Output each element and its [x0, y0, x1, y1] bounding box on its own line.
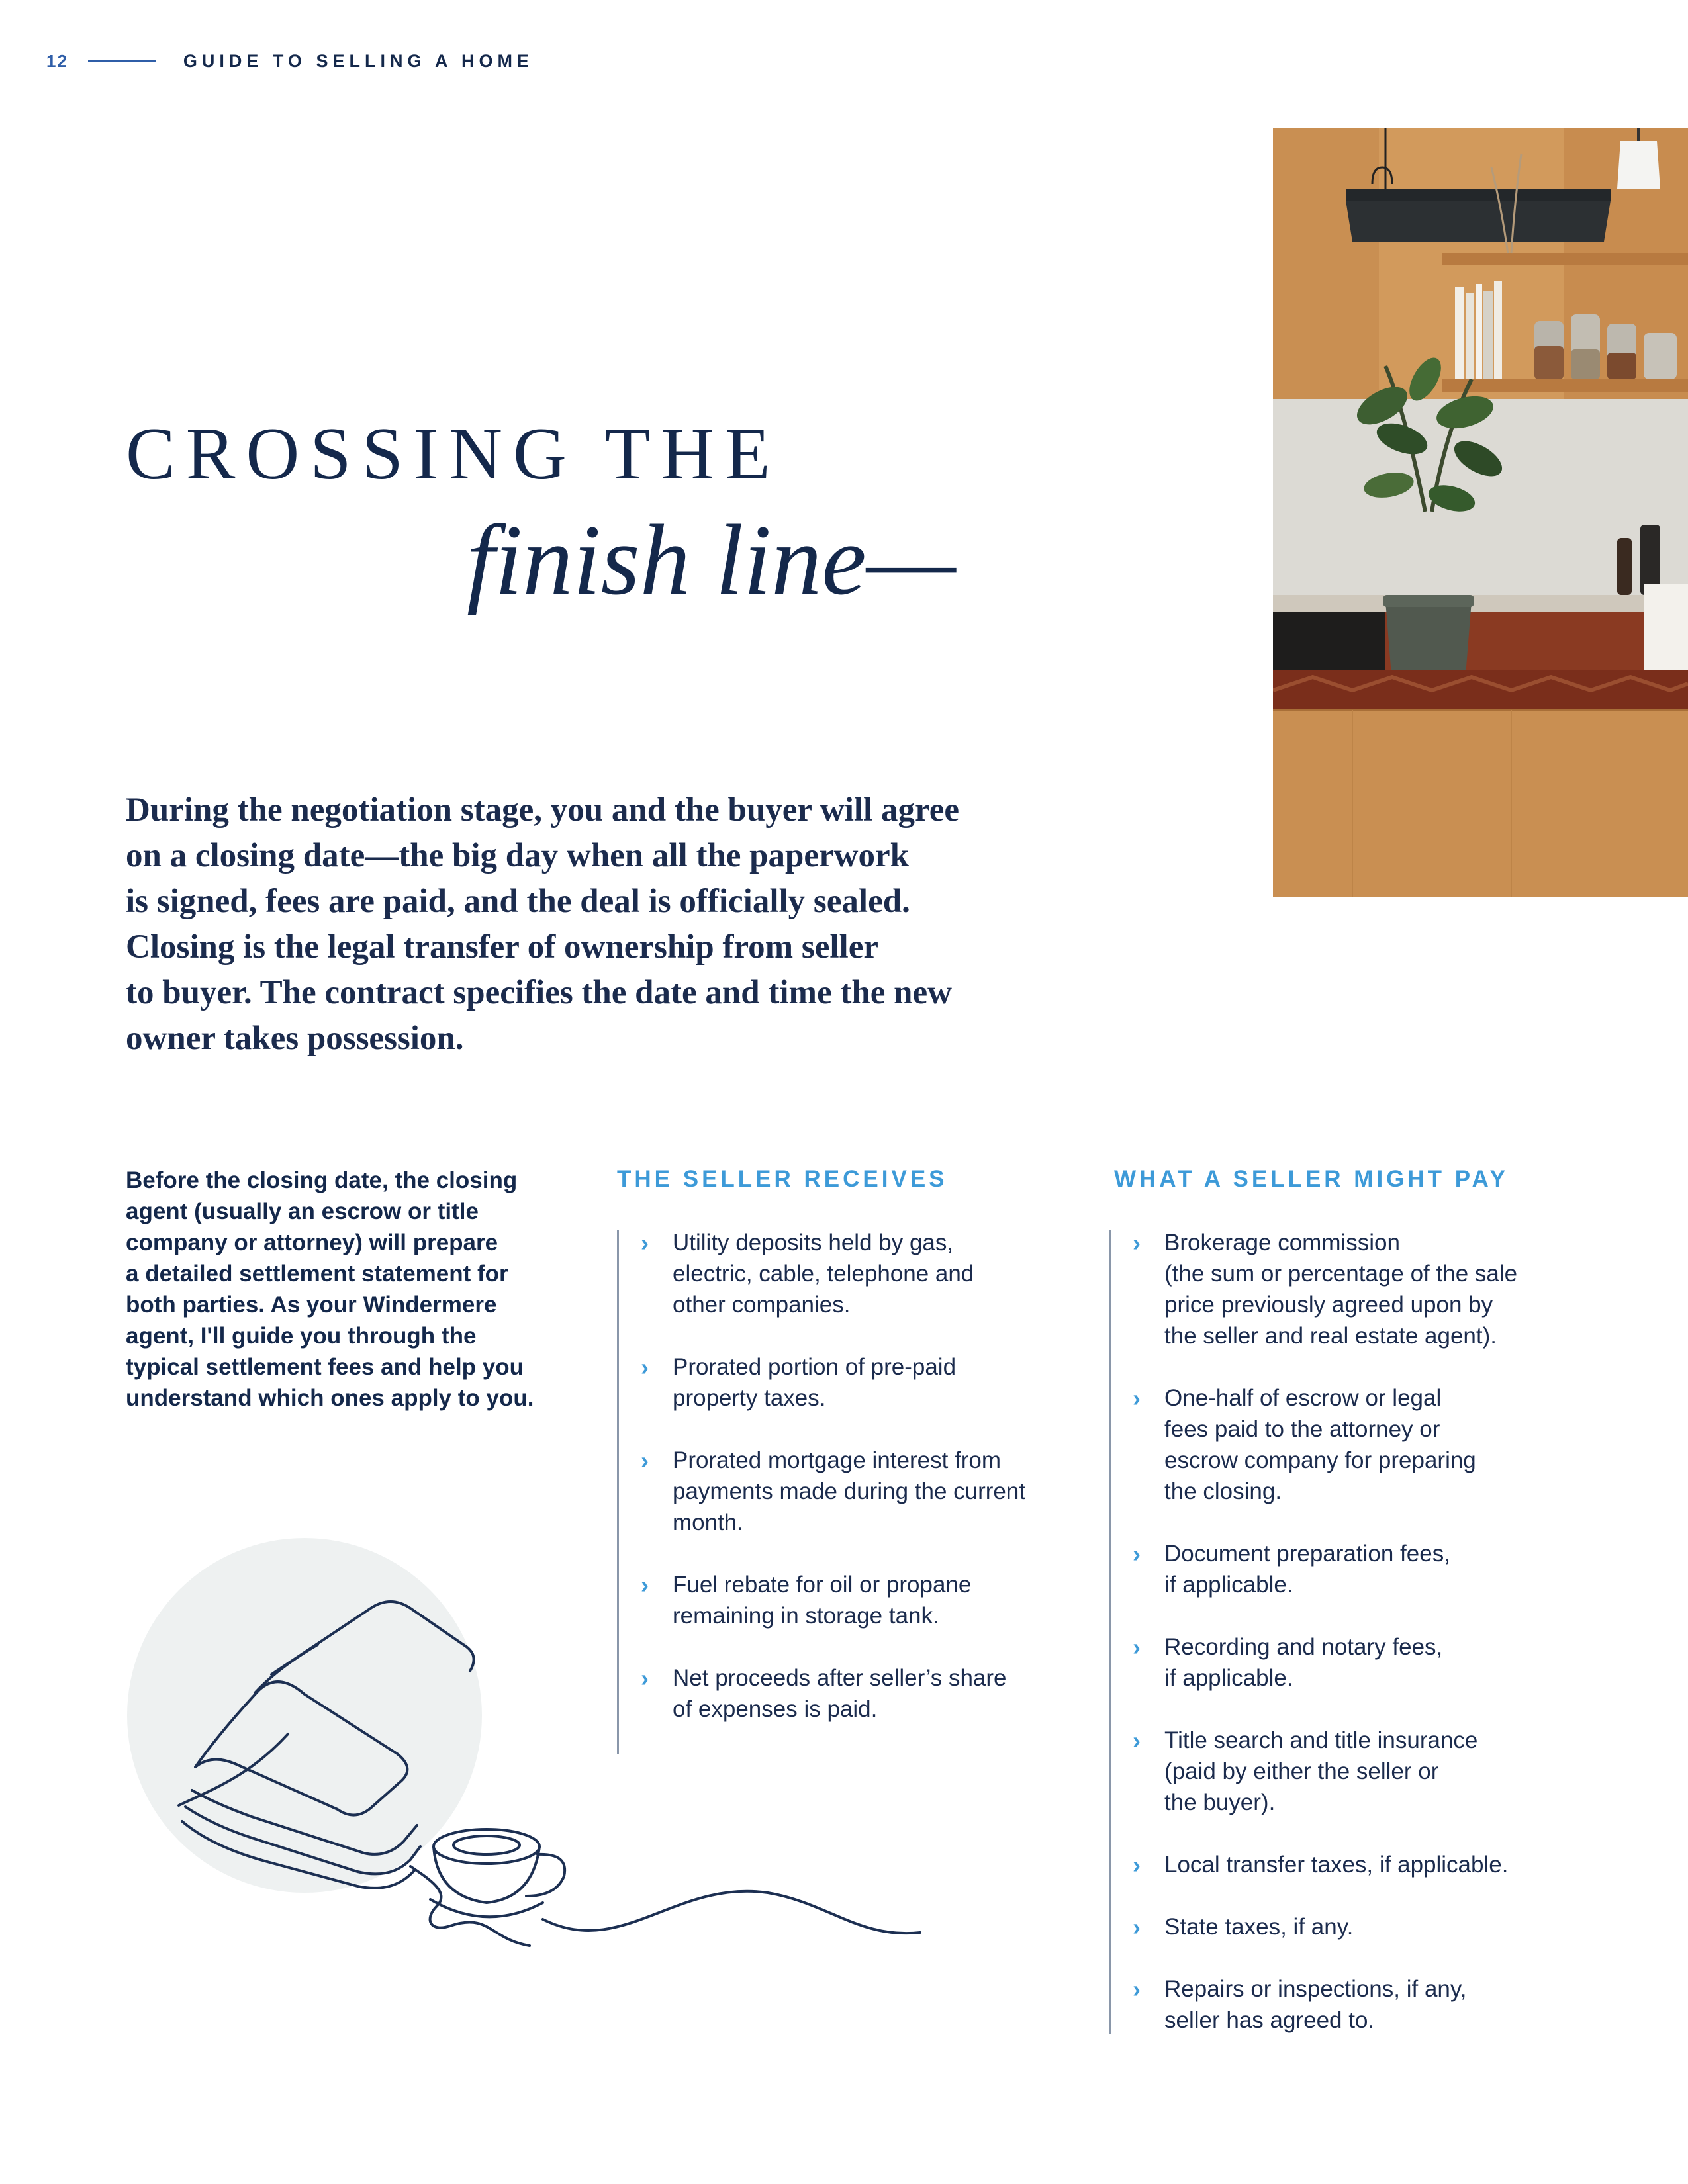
list-line: Local transfer taxes, if applicable.	[1164, 1852, 1509, 1878]
intro-line: is signed, fees are paid, and the deal is officially sealed.	[126, 883, 910, 920]
seller-receives-heading: THE SELLER RECEIVES	[617, 1166, 948, 1192]
list-line: if applicable.	[1164, 1572, 1293, 1598]
seller-receives-item-text	[673, 1351, 1094, 1414]
list-line: One-half of escrow or legal	[1164, 1385, 1442, 1411]
body-line: understand which ones apply to you.	[126, 1385, 534, 1411]
page-header	[46, 48, 534, 74]
chevron-right-icon: ›	[1133, 1727, 1141, 1754]
intro-line: to buyer. The contract specifies the date and time the new	[126, 974, 952, 1011]
teacup-icon	[430, 1829, 565, 1917]
chevron-right-icon: ›	[1133, 1976, 1141, 2003]
seller-receives-item	[617, 1227, 1094, 1320]
list-line: (paid by either the seller or	[1164, 1758, 1439, 1784]
list-line: seller has agreed to.	[1164, 2007, 1375, 2033]
list-line: (the sum or percentage of the sale	[1164, 1261, 1518, 1287]
list-line: price previously agreed upon by	[1164, 1292, 1493, 1318]
seller-pays-item-text	[1164, 1849, 1625, 1880]
kitchen-plant-photo	[1273, 128, 1688, 897]
chevron-right-icon: ›	[1133, 1385, 1141, 1412]
list-line: other companies.	[673, 1292, 851, 1318]
chevron-right-icon: ›	[641, 1664, 649, 1692]
list-line: month.	[673, 1510, 743, 1535]
body-line: a detailed settlement statement for	[126, 1261, 508, 1287]
chevron-right-icon: ›	[641, 1353, 649, 1381]
seller-pays-item	[1109, 1383, 1625, 1507]
body-line: both parties. As your Windermere	[126, 1292, 497, 1318]
chevron-right-icon: ›	[641, 1229, 649, 1256]
seller-pays-item	[1109, 1974, 1625, 2036]
list-line: Recording and notary fees,	[1164, 1634, 1443, 1660]
seller-pays-item-text	[1164, 1631, 1625, 1694]
seller-receives-item-text	[673, 1445, 1094, 1538]
intro-paragraph	[126, 788, 1019, 1062]
body-line: Before the closing date, the closing	[126, 1167, 518, 1193]
title-line-1: CROSSING THE	[126, 413, 781, 495]
seller-pays-list	[1109, 1227, 1625, 2067]
chevron-right-icon: ›	[1133, 1229, 1141, 1256]
intro-line: Closing is the legal transfer of ownership from seller	[126, 929, 878, 966]
list-line: fees paid to the attorney or	[1164, 1416, 1440, 1442]
seller-pays-item	[1109, 1725, 1625, 1818]
list-line: the buyer).	[1164, 1790, 1276, 1815]
seller-pays-item-text	[1164, 1538, 1625, 1600]
chevron-right-icon: ›	[1133, 1540, 1141, 1567]
list-line: Prorated mortgage interest from	[673, 1447, 1002, 1473]
body-line: agent, I'll guide you through the	[126, 1323, 477, 1349]
closing-agent-paragraph	[126, 1165, 583, 1414]
list-line: electric, cable, telephone and	[673, 1261, 974, 1287]
trailing-line	[543, 1891, 920, 1933]
list-line: Document preparation fees,	[1164, 1541, 1450, 1567]
list-line: Title search and title insurance	[1164, 1727, 1478, 1753]
chevron-right-icon: ›	[641, 1571, 649, 1598]
list-line: Repairs or inspections, if any,	[1164, 1976, 1467, 2002]
seller-pays-item-text	[1164, 1227, 1625, 1351]
seller-pays-item-text	[1164, 1911, 1625, 1942]
list-line: the seller and real estate agent).	[1164, 1323, 1497, 1349]
list-line: State taxes, if any.	[1164, 1914, 1354, 1940]
list-line: payments made during the current	[673, 1479, 1026, 1504]
list-line: if applicable.	[1164, 1665, 1293, 1691]
list-line: Utility deposits held by gas,	[673, 1230, 954, 1255]
list-line: the closing.	[1164, 1479, 1282, 1504]
seller-pays-item	[1109, 1911, 1625, 1942]
chevron-right-icon: ›	[1133, 1633, 1141, 1661]
list-line: Net proceeds after seller’s share	[673, 1665, 1007, 1691]
page-number: 12	[46, 50, 68, 71]
intro-line: on a closing date—the big day when all the paperwork	[126, 837, 910, 874]
chevron-right-icon: ›	[1133, 1851, 1141, 1878]
list-line: remaining in storage tank.	[673, 1603, 939, 1629]
title-line-2: finish line—	[467, 504, 956, 615]
seller-receives-item-text	[673, 1227, 1094, 1320]
list-line: Fuel rebate for oil or propane	[673, 1572, 972, 1598]
body-line: agent (usually an escrow or title	[126, 1199, 479, 1224]
seller-pays-item	[1109, 1849, 1625, 1880]
intro-line: owner takes possession.	[126, 1020, 464, 1057]
header-rule	[88, 60, 156, 62]
seller-receives-item	[617, 1351, 1094, 1414]
list-line: escrow company for preparing	[1164, 1447, 1476, 1473]
seller-pays-item	[1109, 1631, 1625, 1694]
running-title: GUIDE TO SELLING A HOME	[183, 50, 534, 71]
list-line: Brokerage commission	[1164, 1230, 1400, 1255]
seller-pays-item	[1109, 1227, 1625, 1351]
list-line: property taxes.	[673, 1385, 826, 1411]
intro-line: During the negotiation stage, you and the buyer will agree	[126, 792, 959, 829]
chevron-right-icon: ›	[1133, 1913, 1141, 1940]
seller-pays-item-text	[1164, 1383, 1625, 1507]
books-and-teacup-illustration	[119, 1535, 927, 1952]
body-line: company or attorney) will prepare	[126, 1230, 498, 1255]
connecting-line	[410, 1866, 530, 1946]
seller-pays-item-text	[1164, 1725, 1625, 1818]
chevron-right-icon: ›	[641, 1447, 649, 1474]
list-line: of expenses is paid.	[673, 1696, 878, 1722]
seller-pays-item-text	[1164, 1974, 1625, 2036]
seller-pays-heading: WHAT A SELLER MIGHT PAY	[1114, 1166, 1509, 1192]
list-line: Prorated portion of pre-paid	[673, 1354, 957, 1380]
seller-pays-item	[1109, 1538, 1625, 1600]
body-line: typical settlement fees and help you	[126, 1354, 524, 1380]
seller-receives-item	[617, 1445, 1094, 1538]
background-circle	[127, 1538, 482, 1893]
